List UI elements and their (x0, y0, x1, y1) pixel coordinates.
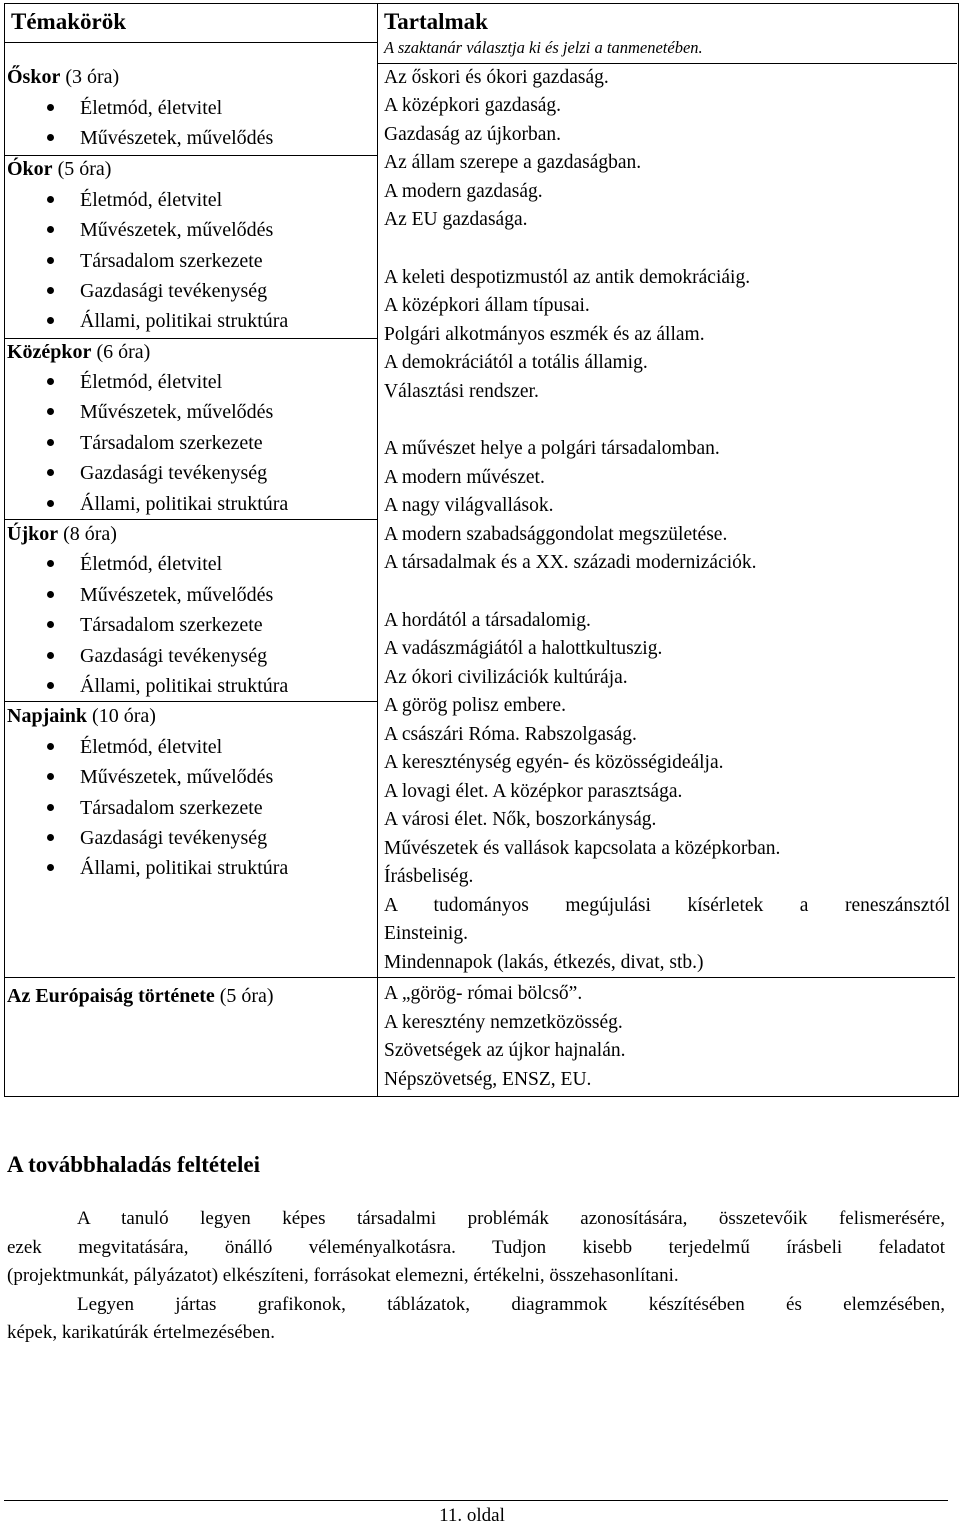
content-line: A városi élet. Nők, boszorkányság. (384, 809, 657, 830)
list-item: Életmód, életvitel (47, 553, 222, 576)
paragraph-line: Legyen jártas grafikonok, táblázatok, diagrammok készítésében és elemzésében, (77, 1294, 945, 1315)
footer-divider (4, 1500, 948, 1501)
paragraph-line: ezek megvitatására, önálló véleményalkotásra. Tudjon kisebb terjedelmű írásbeli feladatot (7, 1237, 945, 1258)
bullet-icon (47, 226, 54, 233)
bullet-icon (47, 196, 54, 203)
bullet-icon (47, 134, 54, 141)
bullet-icon (47, 287, 54, 294)
era-title: Őskor (3 óra) (7, 66, 120, 88)
bullet-icon (47, 652, 54, 659)
content-line: A társadalmak és a XX. századi modernizációk. (384, 552, 757, 573)
europe-topic-title: Az Európaiság története (5 óra) (7, 985, 274, 1007)
content-line: A keleti despotizmustól az antik demokráciáig. (384, 267, 751, 288)
list-item: Társadalom szerkezete (47, 614, 263, 637)
content-line: A modern szabadsággondolat megszületése. (384, 524, 728, 545)
content-line: Szövetségek az újkor hajnalán. (384, 1040, 626, 1061)
bullet-icon (47, 500, 54, 507)
content-line: A kereszténység egyén- és közösségideálja. (384, 752, 724, 773)
list-item: Művészetek, művelődés (47, 219, 273, 242)
content-line: Gazdaság az újkorban. (384, 124, 562, 145)
column-header-note: A szaktanár választja ki és jelzi a tanmenetében. (384, 38, 703, 57)
list-item: Művészetek, művelődés (47, 584, 273, 607)
content-line: A modern művészet. (384, 467, 545, 488)
list-item: Állami, politikai struktúra (47, 310, 288, 333)
bullet-icon (47, 864, 54, 871)
paragraph-line: (projektmunkát, pályázatot) elkészíteni, forrásokat elemezni, értékelni, összehasonlítani. (7, 1265, 679, 1286)
content-line: A hordától a társadalomig. (384, 610, 591, 631)
list-item: Állami, politikai struktúra (47, 493, 288, 516)
list-item: Társadalom szerkezete (47, 432, 263, 455)
content-line: Polgári alkotmányos eszmék és az állam. (384, 324, 705, 345)
list-item: Életmód, életvitel (47, 736, 222, 759)
bullet-icon (47, 773, 54, 780)
list-item: Életmód, életvitel (47, 189, 222, 212)
content-line: Az EU gazdasága. (384, 209, 528, 230)
bullet-icon (47, 834, 54, 841)
paragraph-line: A tanuló legyen képes társadalmi problémák azonosítására, összetevőik felismerésére, (77, 1208, 945, 1229)
content-line: Írásbeliség. (384, 866, 474, 887)
content-line: Az ókori civilizációk kultúrája. (384, 667, 628, 688)
bullet-icon (47, 682, 54, 689)
list-item: Gazdasági tevékenység (47, 827, 267, 850)
content-line: Választási rendszer. (384, 381, 539, 402)
content-line: A tudományos megújulási kísérletek a reneszánsztól (384, 895, 950, 916)
list-item: Gazdasági tevékenység (47, 462, 267, 485)
content-line: A modern gazdaság. (384, 181, 543, 202)
content-line: A „görög- római bölcső”. (384, 983, 583, 1004)
list-item: Gazdasági tevékenység (47, 280, 267, 303)
content-line: A középkori gazdaság. (384, 95, 562, 116)
row-divider (5, 42, 377, 43)
page-number: 11. oldal (439, 1505, 505, 1526)
era-title: Napjaink (10 óra) (7, 705, 156, 727)
bullet-icon (47, 104, 54, 111)
row-divider (5, 519, 377, 520)
content-line: Az őskori és ókori gazdaság. (384, 67, 609, 88)
content-line: Népszövetség, ENSZ, EU. (384, 1069, 592, 1090)
row-divider (5, 977, 955, 978)
column-header-topics: Témakörök (11, 9, 126, 34)
bullet-icon (47, 469, 54, 476)
list-item: Művészetek, művelődés (47, 766, 273, 789)
bullet-icon (47, 743, 54, 750)
bullet-icon (47, 621, 54, 628)
row-divider (5, 155, 377, 156)
content-line: Mindennapok (lakás, étkezés, divat, stb.) (384, 952, 704, 973)
paragraph-line: képek, karikatúrák értelmezésében. (7, 1322, 275, 1343)
bullet-icon (47, 560, 54, 567)
bullet-icon (47, 804, 54, 811)
list-item: Állami, politikai struktúra (47, 675, 288, 698)
bullet-icon (47, 257, 54, 264)
column-header-contents: Tartalmak (384, 9, 488, 34)
era-title: Újkor (8 óra) (7, 523, 117, 545)
content-line: A keresztény nemzetközösség. (384, 1012, 623, 1033)
content-line: A nagy világvallások. (384, 495, 554, 516)
content-line: A demokráciától a totális államig. (384, 352, 648, 373)
list-item: Életmód, életvitel (47, 371, 222, 394)
era-title: Középkor (6 óra) (7, 341, 151, 363)
content-line: Az állam szerepe a gazdaságban. (384, 152, 642, 173)
content-line: Einsteinig. (384, 923, 468, 944)
list-item: Állami, politikai struktúra (47, 857, 288, 880)
list-item: Gazdasági tevékenység (47, 645, 267, 668)
content-line: A művészet helye a polgári társadalomban. (384, 438, 720, 459)
bullet-icon (47, 591, 54, 598)
list-item: Társadalom szerkezete (47, 250, 263, 273)
era-title: Ókor (5 óra) (7, 158, 112, 180)
row-divider (5, 338, 377, 339)
section-title: A továbbhaladás feltételei (7, 1152, 260, 1177)
bullet-icon (47, 439, 54, 446)
column-divider (377, 4, 378, 1096)
bullet-icon (47, 317, 54, 324)
content-line: A görög polisz embere. (384, 695, 566, 716)
content-line: A császári Róma. Rabszolgaság. (384, 724, 637, 745)
row-divider (5, 701, 377, 702)
bullet-icon (47, 378, 54, 385)
list-item: Művészetek, művelődés (47, 127, 273, 150)
list-item: Életmód, életvitel (47, 97, 222, 120)
content-line: A lovagi élet. A középkor parasztsága. (384, 781, 683, 802)
list-item: Társadalom szerkezete (47, 797, 263, 820)
content-line: Művészetek és vallások kapcsolata a középkorban. (384, 838, 781, 859)
row-divider (377, 63, 957, 64)
list-item: Művészetek, művelődés (47, 401, 273, 424)
content-line: A középkori állam típusai. (384, 295, 590, 316)
content-line: A vadászmágiától a halottkultuszig. (384, 638, 663, 659)
bullet-icon (47, 408, 54, 415)
